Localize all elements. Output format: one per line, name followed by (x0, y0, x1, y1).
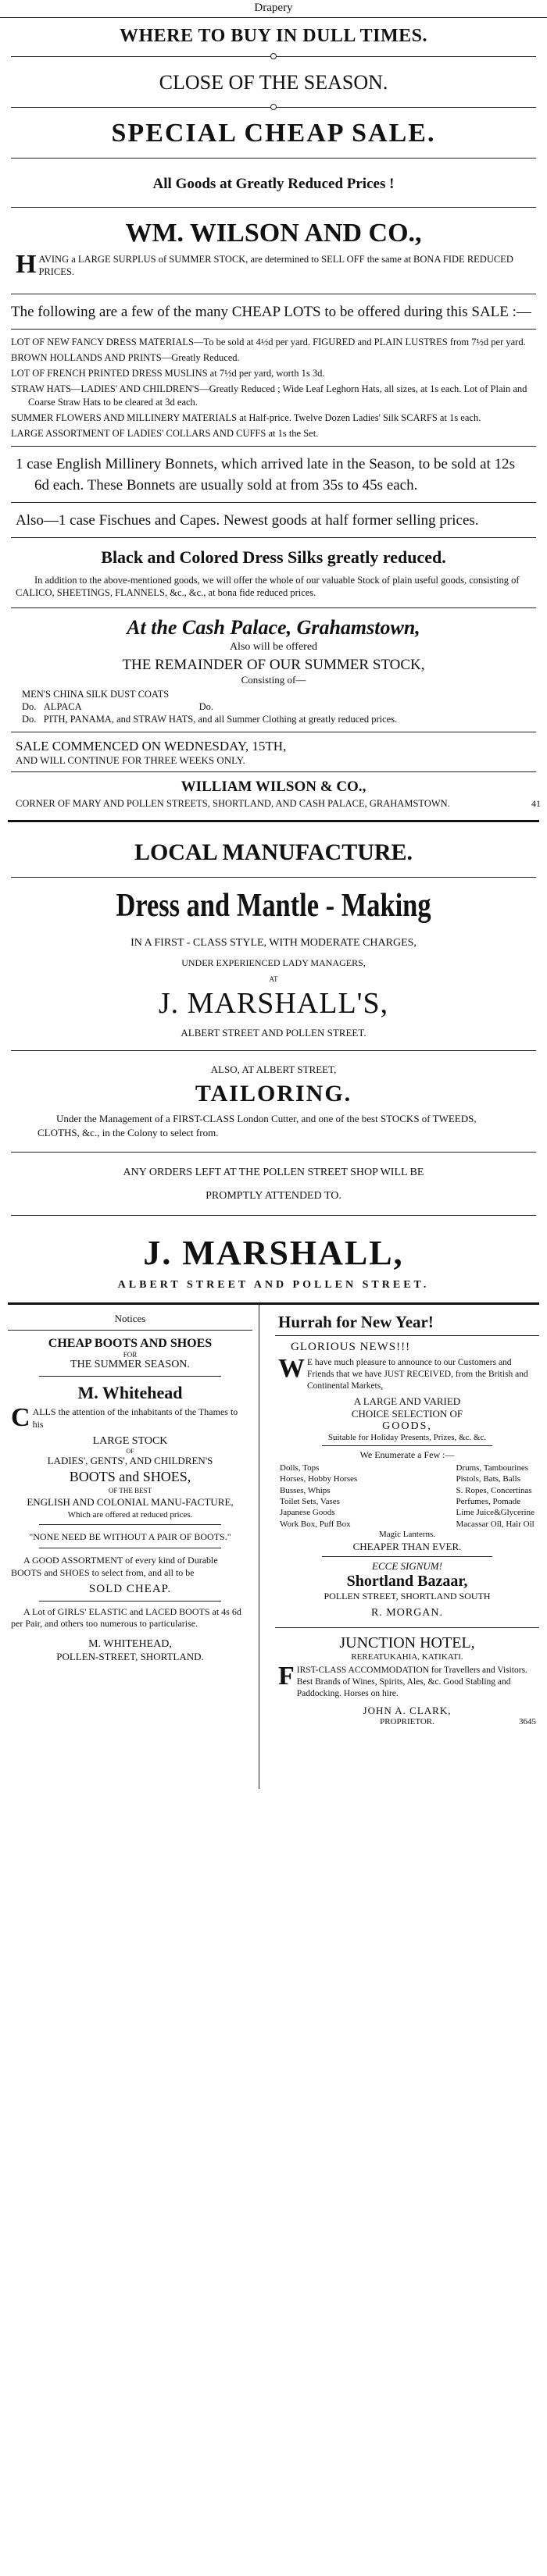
list-item: Toilet Sets, Vases (280, 1496, 340, 1506)
marshall-line1: IN A FIRST - CLASS STYLE, WITH MODERATE CHARGES, (130, 936, 417, 949)
marshall-headline: LOCAL MANUFACTURE. (134, 839, 413, 865)
list-item: Horses, Hobby Horses (280, 1474, 358, 1484)
hurrah-morgan: R. MORGAN. (370, 1606, 444, 1619)
wilson-fischues: Also—1 case Fischues and Capes. Newest goods at half former selling prices. (16, 511, 479, 529)
marshall-orders1: ANY ORDERS LEFT AT THE POLLEN STREET SHOP WILL BE (123, 1167, 424, 1179)
stock-item: Do. PITH, PANAMA, and STRAW HATS, and all Summer Clothing at greatly reduced prices. (22, 714, 398, 725)
list-item: Dolls, Tops (280, 1463, 320, 1473)
junction-role: PROPRIETOR. (380, 1716, 434, 1726)
whitehead-assortment: A GOOD ASSORTMENT of every kind of Durable BOOTS and SHOES to select from, and all to be (11, 1555, 218, 1579)
whitehead-best: OF THE BEST (108, 1487, 152, 1495)
list-item: Work Box, Puff Box (280, 1519, 351, 1529)
wilson-reduced-prices: All Goods at Greatly Reduced Prices ! (152, 176, 395, 192)
notices-title: Notices (8, 1305, 252, 1331)
list-item: Macassar Oil, Hair Oil (456, 1519, 534, 1529)
whitehead-name: M. Whitehead (77, 1383, 183, 1403)
marshall-dressmaking: Dress and Mantle - Making (116, 887, 431, 924)
wilson-cash-palace: At the Cash Palace, Grahamstown, (127, 615, 420, 639)
list-item: Japanese Goods (280, 1508, 335, 1518)
lot-item: LARGE ASSORTMENT OF LADIES' COLLARS AND CUFFS at 1s the Set. (11, 428, 319, 440)
junction-headline: JUNCTION HOTEL, (339, 1634, 475, 1651)
lot-item: BROWN HOLLANDS AND PRINTS—Greatly Reduced. (11, 351, 240, 363)
marshall-name: J. MARSHALL'S, (158, 986, 389, 1020)
bottom-columns (0, 1305, 547, 1789)
whitehead-offered: Which are offered at reduced prices. (67, 1510, 193, 1520)
wilson-also-offered: Also will be offered (229, 640, 318, 653)
wilson-season-heading: CLOSE OF THE SEASON. (159, 71, 388, 94)
whitehead-calls: CALLS the attention of the inhabitants of the Thames to his (11, 1403, 238, 1433)
wilson-sale-commenced: SALE COMMENCED ON WEDNESDAY, 15TH, (16, 739, 287, 754)
wilson-firm-name: WM. WILSON AND CO., (125, 219, 422, 248)
wilson-lots (0, 330, 547, 440)
whitehead-girls: A Lot of GIRLS' ELASTIC and LACED BOOTS at 4s 6d per Pair, and others too numerous to particularise. (11, 1605, 241, 1630)
marshall-tailoring: TAILORING. (195, 1080, 352, 1106)
hurrah-headline: Hurrah for New Year! (278, 1313, 434, 1332)
wilson-addition: In addition to the above-mentioned goods, we will offer the whole of our valuable Stock of plain useful goods, consisting of CALICO, SHEETINGS, FLANNELS, &c., &c., at bona fide reduced prices. (16, 575, 520, 599)
hurrah-glorious: GLORIOUS NEWS!!! (291, 1341, 411, 1354)
hurrah-enumerate: We Enumerate a Few :— (359, 1449, 455, 1461)
whitehead-boots: BOOTS and SHOES, (69, 1469, 191, 1485)
junction-location: REREATUKAHIA, KATIKATI. (351, 1651, 463, 1662)
marshall-under: Under the Management of a FIRST-CLASS London Cutter, and one of the best STOCKS of TWEEDS, CLOTHS, &c., in the Colony to select from. (38, 1112, 477, 1139)
whitehead-ladies: LADIES', GENTS', AND CHILDREN'S (47, 1455, 213, 1467)
list-item: Perfumes, Pomade (456, 1496, 520, 1506)
divider-rule (11, 502, 536, 503)
hurrah-body: WE have much pleasure to announce to our Customers and Friends that we have JUST RECEIVED, from the British and Continental Markets, (278, 1354, 528, 1391)
notices-column (8, 1305, 259, 1789)
wilson-silks: Black and Colored Dress Silks greatly reduced. (101, 547, 446, 568)
hurrah-choice2: CHOICE SELECTION OF (351, 1408, 463, 1420)
whitehead-signature: M. WHITEHEAD, (88, 1637, 172, 1650)
list-item: Pistols, Bats, Balls (456, 1474, 521, 1484)
wilson-lead: The following are a few of the many CHEAP LOTS to be offered during this SALE :— (11, 304, 531, 320)
divider-rule (11, 1215, 536, 1216)
section-title: Drapery (0, 0, 547, 18)
divider-rule (11, 107, 536, 108)
wilson-consisting: Consisting of— (241, 673, 306, 686)
wilson-headline: WHERE TO BUY IN DULL TIMES. (119, 26, 428, 46)
wilson-address: CORNER OF MARY AND POLLEN STREETS, SHORTLAND, AND CASH PALACE, GRAHAMSTOWN. 41 (16, 797, 541, 810)
lot-item: STRAW HATS—LADIES' AND CHILDREN'S—Greatly Reduced ; Wide Leaf Leghorn Hats, all sizes, at 1s each. Lot of Plain and Coarse Straw Hats to be cleared at 3d each. (11, 383, 527, 408)
marshall-at: AT (269, 974, 278, 983)
junction-body: FIRST-CLASS ACCOMMODATION for Travellers and Visitors. Best Brands of Wines, Spirits, Ales, &c. Good Stabling and Paddocking. Horses on hire. (278, 1661, 527, 1698)
divider-rule (11, 1152, 536, 1153)
hurrah-suitable: Suitable for Holiday Presents, Prizes, &c. &c. (327, 1433, 487, 1443)
marshall-big-name: J. MARSHALL, (143, 1234, 404, 1273)
wilson-sale-heading: SPECIAL CHEAP SALE. (111, 119, 436, 148)
divider-rule (11, 537, 536, 538)
hurrah-cheaper: CHEAPER THAN EVER. (352, 1540, 462, 1552)
whitehead-large-stock: LARGE STOCK (92, 1435, 168, 1448)
divider-rule (11, 771, 536, 772)
hurrah-items-left (280, 1463, 357, 1530)
divider-rule (11, 207, 536, 208)
list-item: Drums, Tambourines (456, 1463, 529, 1473)
list-item: S. Ropes, Concertinas (456, 1485, 532, 1495)
hurrah-lanterns: Magic Lanterns. (378, 1529, 436, 1539)
wilson-bonnets: 1 case English Millinery Bonnets, which arrived late in the Season, to be sold at 12s 6d each. These Bonnets are usually sold at from 35s to 45s each. (16, 456, 516, 493)
marshall-line2: UNDER EXPERIENCED LADY MANAGERS, (181, 957, 366, 968)
divider-rule (11, 1050, 536, 1051)
wilson-stock-list (0, 688, 547, 726)
wilson-signature: WILLIAM WILSON & CO., (181, 779, 366, 796)
right-column (269, 1305, 539, 1789)
hurrah-items-right (456, 1463, 535, 1530)
wilson-intro: HAVING a LARGE SURPLUS of SUMMER STOCK, are determined to SELL OFF the same at BONA FIDE REDUCED PRICES. (16, 250, 513, 279)
boots-season: THE SUMMER SEASON. (70, 1359, 190, 1371)
divider-rule (11, 158, 536, 159)
ad-number: 41 (531, 797, 541, 809)
lot-item: LOT OF NEW FANCY DRESS MATERIALS—To be sold at 4½d per yard. FIGURED and PLAIN LUSTRES from 7½d per yard. (11, 336, 526, 347)
marshall-address: ALBERT STREET AND POLLEN STREET. (181, 1026, 366, 1039)
whitehead-address: POLLEN-STREET, SHORTLAND. (56, 1650, 204, 1662)
whitehead-quote: "NONE NEED BE WITHOUT A PAIR OF BOOTS." (29, 1531, 231, 1543)
boots-for: FOR (123, 1351, 138, 1359)
wilson-remainder: THE REMAINDER OF OUR SUMMER STOCK, (122, 656, 425, 673)
divider-rule (11, 329, 536, 330)
marshall-also: ALSO, AT ALBERT STREET, (210, 1063, 337, 1075)
junction-signature: JOHN A. CLARK, (363, 1704, 452, 1716)
wilson-advertisement (0, 18, 547, 815)
whitehead-english: ENGLISH AND COLONIAL MANU-FACTURE, (27, 1496, 234, 1509)
divider-rule (11, 607, 536, 608)
whitehead-sold-cheap: SOLD CHEAP. (88, 1582, 172, 1595)
wilson-sale-duration: AND WILL CONTINUE FOR THREE WEEKS ONLY. (16, 754, 245, 767)
divider-rule (11, 446, 536, 447)
marshall-big-address: ALBERT STREET AND POLLEN STREET. (117, 1279, 430, 1292)
marshall-advertisement (0, 822, 547, 1303)
hurrah-bazaar: Shortland Bazaar, (346, 1572, 468, 1590)
hurrah-ecce: ECCE SIGNUM! (372, 1559, 442, 1572)
hurrah-bazaar-address: POLLEN STREET, SHORTLAND SOUTH (324, 1590, 491, 1602)
hurrah-item-list (275, 1463, 539, 1530)
boots-headline: CHEAP BOOTS AND SHOES (48, 1337, 213, 1351)
whitehead-of: OF (126, 1448, 134, 1455)
list-item: Lime Juice&Glycerine (456, 1508, 534, 1518)
hurrah-choice1: A LARGE AND VARIED (353, 1395, 461, 1408)
ad-number: 3645 (519, 1716, 536, 1726)
lot-item: SUMMER FLOWERS AND MILLINERY MATERIALS at Half-price. Twelve Dozen Ladies' Silk SCARFS at 1s each. (11, 412, 481, 423)
list-item: Busses, Whips (280, 1485, 331, 1495)
marshall-orders2: PROMPTLY ATTENDED TO. (206, 1190, 341, 1202)
hurrah-goods: GOODS, (382, 1420, 432, 1433)
stock-item: MEN'S CHINA SILK DUST COATS (22, 688, 170, 700)
divider-rule (11, 56, 536, 57)
junction-role-line (275, 1717, 539, 1726)
lot-item: LOT OF FRENCH PRINTED DRESS MUSLINS at 7½d per yard, worth 1s 3d. (11, 368, 325, 379)
stock-item: Do. ALPACA Do. (22, 700, 214, 712)
